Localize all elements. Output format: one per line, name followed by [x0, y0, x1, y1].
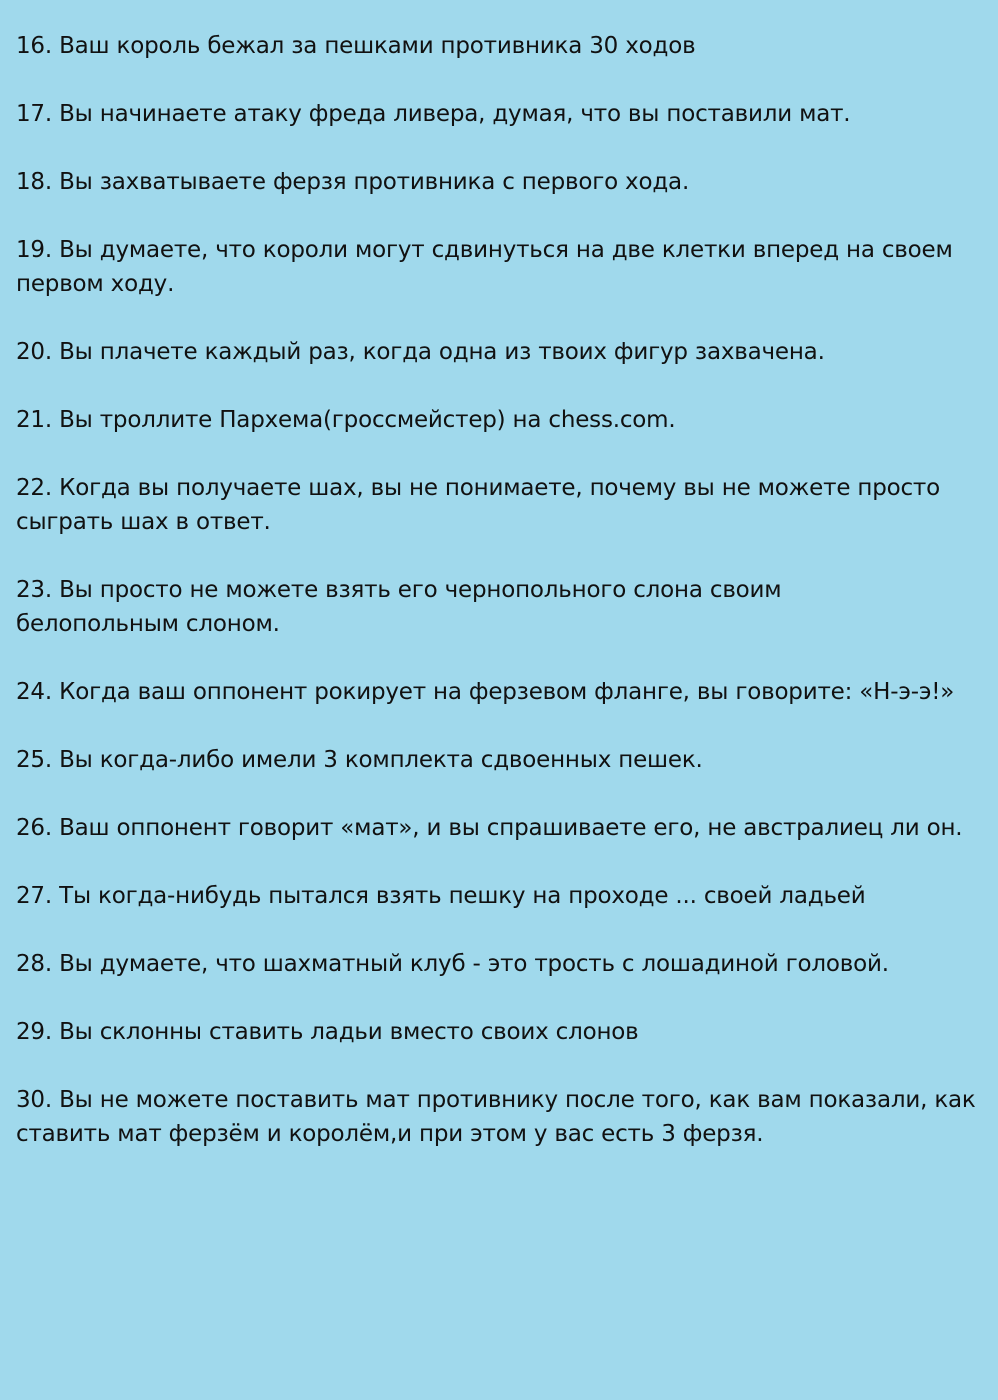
- list-item-25: [16, 743, 978, 777]
- list-item-29: [16, 1015, 978, 1049]
- list-item-text: 24. Когда ваш оппонент рокирует на ферзевом фланге, вы говорите: «Н-э-э!»: [16, 679, 955, 705]
- list-item-24: [16, 675, 978, 709]
- list-item-17: [16, 97, 978, 131]
- list-item-text: 25. Вы когда-либо имели 3 комплекта сдвоенных пешек.: [16, 747, 703, 773]
- list-item-text: 22. Когда вы получаете шах, вы не понимаете, почему вы не можете просто: [16, 475, 941, 501]
- list-item-16: [16, 29, 978, 63]
- numbered-list: [16, 29, 978, 1151]
- list-item-19: [16, 233, 978, 301]
- list-item-30: [16, 1083, 978, 1151]
- list-item-text: 20. Вы плачете каждый раз, когда одна из твоих фигур захвачена.: [16, 339, 825, 365]
- list-item-text: 18. Вы захватываете ферзя противника с первого хода.: [16, 169, 690, 195]
- list-item-text: 27. Ты когда-нибудь пытался взять пешку на проходе ... своей ладьей: [16, 883, 866, 909]
- list-item-21: [16, 403, 978, 437]
- list-item-text: 29. Вы склонны ставить ладьи вместо своих слонов: [16, 1019, 639, 1045]
- list-item-text: 19. Вы думаете, что короли могут сдвинуться на две клетки вперед на своем: [16, 237, 953, 263]
- list-item-text-continuation: сыграть шах в ответ.: [16, 509, 271, 535]
- list-item-text: 17. Вы начинаете атаку фреда ливера, думая, что вы поставили мат.: [16, 101, 851, 127]
- list-item-text-continuation: ставить мат ферзём и королём,и при этом у вас есть 3 ферзя.: [16, 1121, 764, 1147]
- list-item-18: [16, 165, 978, 199]
- list-item-text: 21. Вы троллите Пархема(гроссмейстер) на chess.com.: [16, 407, 676, 433]
- list-item-27: [16, 879, 978, 913]
- list-item-text: 28. Вы думаете, что шахматный клуб - это трость с лошадиной головой.: [16, 951, 889, 977]
- list-item-text-continuation: белопольным слоном.: [16, 611, 280, 637]
- list-item-text-continuation: первом ходу.: [16, 271, 175, 297]
- list-item-26: [16, 811, 978, 845]
- list-item-text: 23. Вы просто не можете взять его чернопольного слона своим: [16, 577, 782, 603]
- list-item-20: [16, 335, 978, 369]
- list-item-23: [16, 573, 978, 641]
- list-item-text: 16. Ваш король бежал за пешками противника 30 ходов: [16, 33, 696, 59]
- list-item-28: [16, 947, 978, 981]
- list-item-text: 26. Ваш оппонент говорит «мат», и вы спрашиваете его, не австралиец ли он.: [16, 815, 963, 841]
- list-item-22: [16, 471, 978, 539]
- list-item-text: 30. Вы не можете поставить мат противнику после того, как вам показали, как: [16, 1087, 976, 1113]
